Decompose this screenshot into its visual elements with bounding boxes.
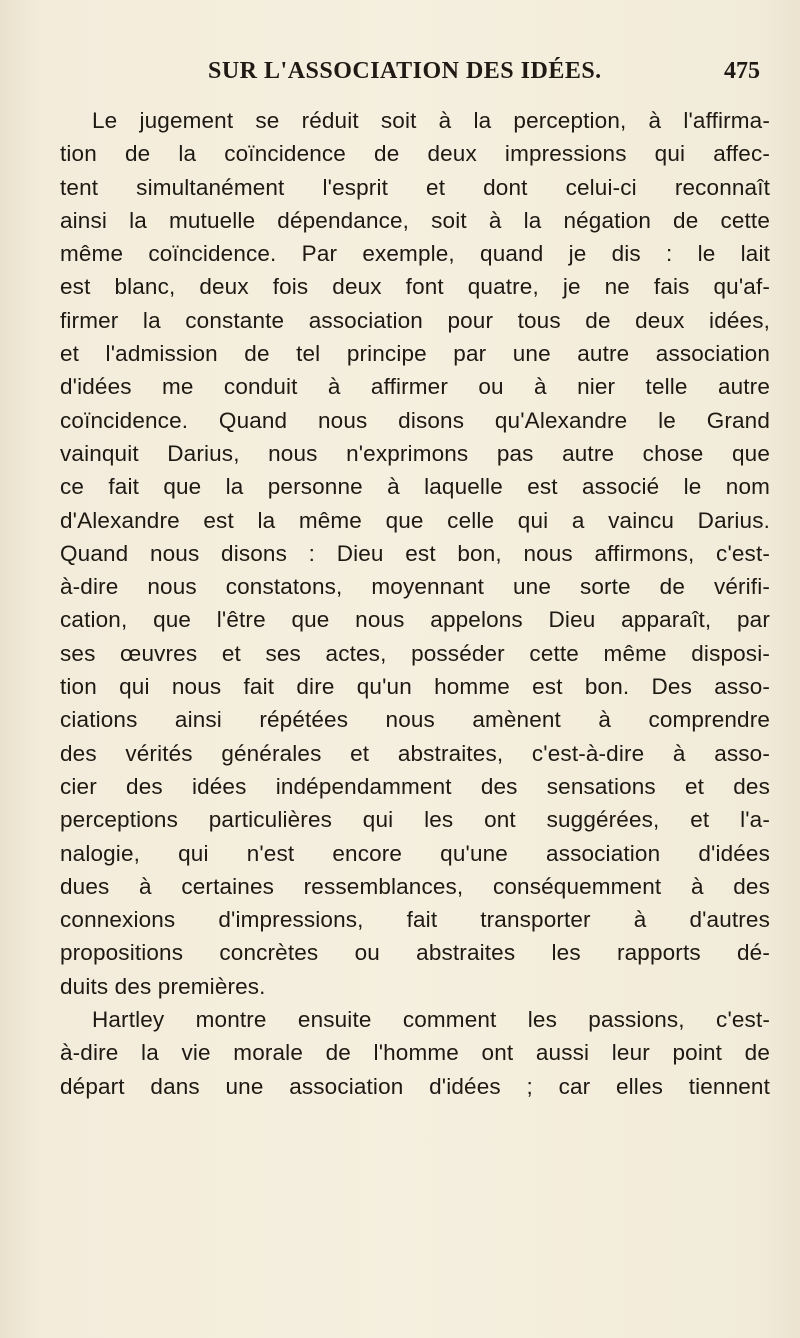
text-line: tion de la coïncidence de deux impressions qui affec- — [60, 141, 770, 167]
text-line: tion qui nous fait dire qu'un homme est bon. Des asso- — [60, 674, 770, 700]
text-line: cation, que l'être que nous appelons Dieu apparaît, par — [60, 607, 770, 633]
text-line: à-dire la vie morale de l'homme ont aussi leur point de — [60, 1040, 770, 1066]
text-line: ainsi la mutuelle dépendance, soit à la négation de cette — [60, 207, 770, 233]
text-line: connexions d'impressions, fait transporter à d'autres — [60, 907, 770, 933]
text-line: dues à certaines ressemblances, conséquemment à des — [60, 873, 770, 899]
text-line: Quand nous disons : Dieu est bon, nous affirmons, c'est- — [60, 540, 770, 566]
text-line: départ dans une association d'idées ; car elles tiennent — [60, 1073, 770, 1099]
text-line: ses œuvres et ses actes, posséder cette même disposi- — [60, 640, 770, 666]
text-line: coïncidence. Quand nous disons qu'Alexandre le Grand — [60, 407, 770, 433]
text-line: des vérités générales et abstraites, c'est-à-dire à asso- — [60, 740, 770, 766]
text-line: ciations ainsi répétées nous amènent à comprendre — [60, 707, 770, 733]
text-line: perceptions particulières qui les ont suggérées, et l'a- — [60, 807, 770, 833]
text-line: firmer la constante association pour tous de deux idées, — [60, 307, 770, 333]
text-line: vainquit Darius, nous n'exprimons pas autre chose que — [60, 440, 770, 466]
text-line: d'idées me conduit à affirmer ou à nier telle autre — [60, 374, 770, 400]
text-line: Le jugement se réduit soit à la perception, à l'affirma- — [92, 108, 770, 133]
text-line: nalogie, qui n'est encore qu'une association d'idées — [60, 840, 770, 866]
text-line: à-dire nous constatons, moyennant une sorte de vérifi- — [60, 574, 770, 600]
body-text — [60, 104, 770, 1103]
text-line: Hartley montre ensuite comment les passions, c'est- — [92, 1007, 770, 1033]
text-line: et l'admission de tel principe par une autre association — [60, 341, 770, 367]
text-line: même coïncidence. Par exemple, quand je dis : le lait — [60, 241, 770, 267]
text-line: d'Alexandre est la même que celle qui a vaincu Darius. — [60, 507, 770, 533]
page-number: 475 — [724, 58, 760, 84]
text-line: tent simultanément l'esprit et dont celui-ci reconnaît — [60, 174, 770, 200]
text-line: cier des idées indépendamment des sensations et des — [60, 773, 770, 799]
running-head — [60, 58, 760, 94]
text-line: duits des premières. — [60, 973, 266, 999]
text-line: propositions concrètes ou abstraites les rapports dé- — [60, 940, 770, 966]
text-line: est blanc, deux fois deux font quatre, je ne fais qu'af- — [60, 274, 770, 300]
text-line: ce fait que la personne à laquelle est associé le nom — [60, 474, 770, 500]
running-title: SUR L'ASSOCIATION DES IDÉES. — [208, 58, 602, 84]
